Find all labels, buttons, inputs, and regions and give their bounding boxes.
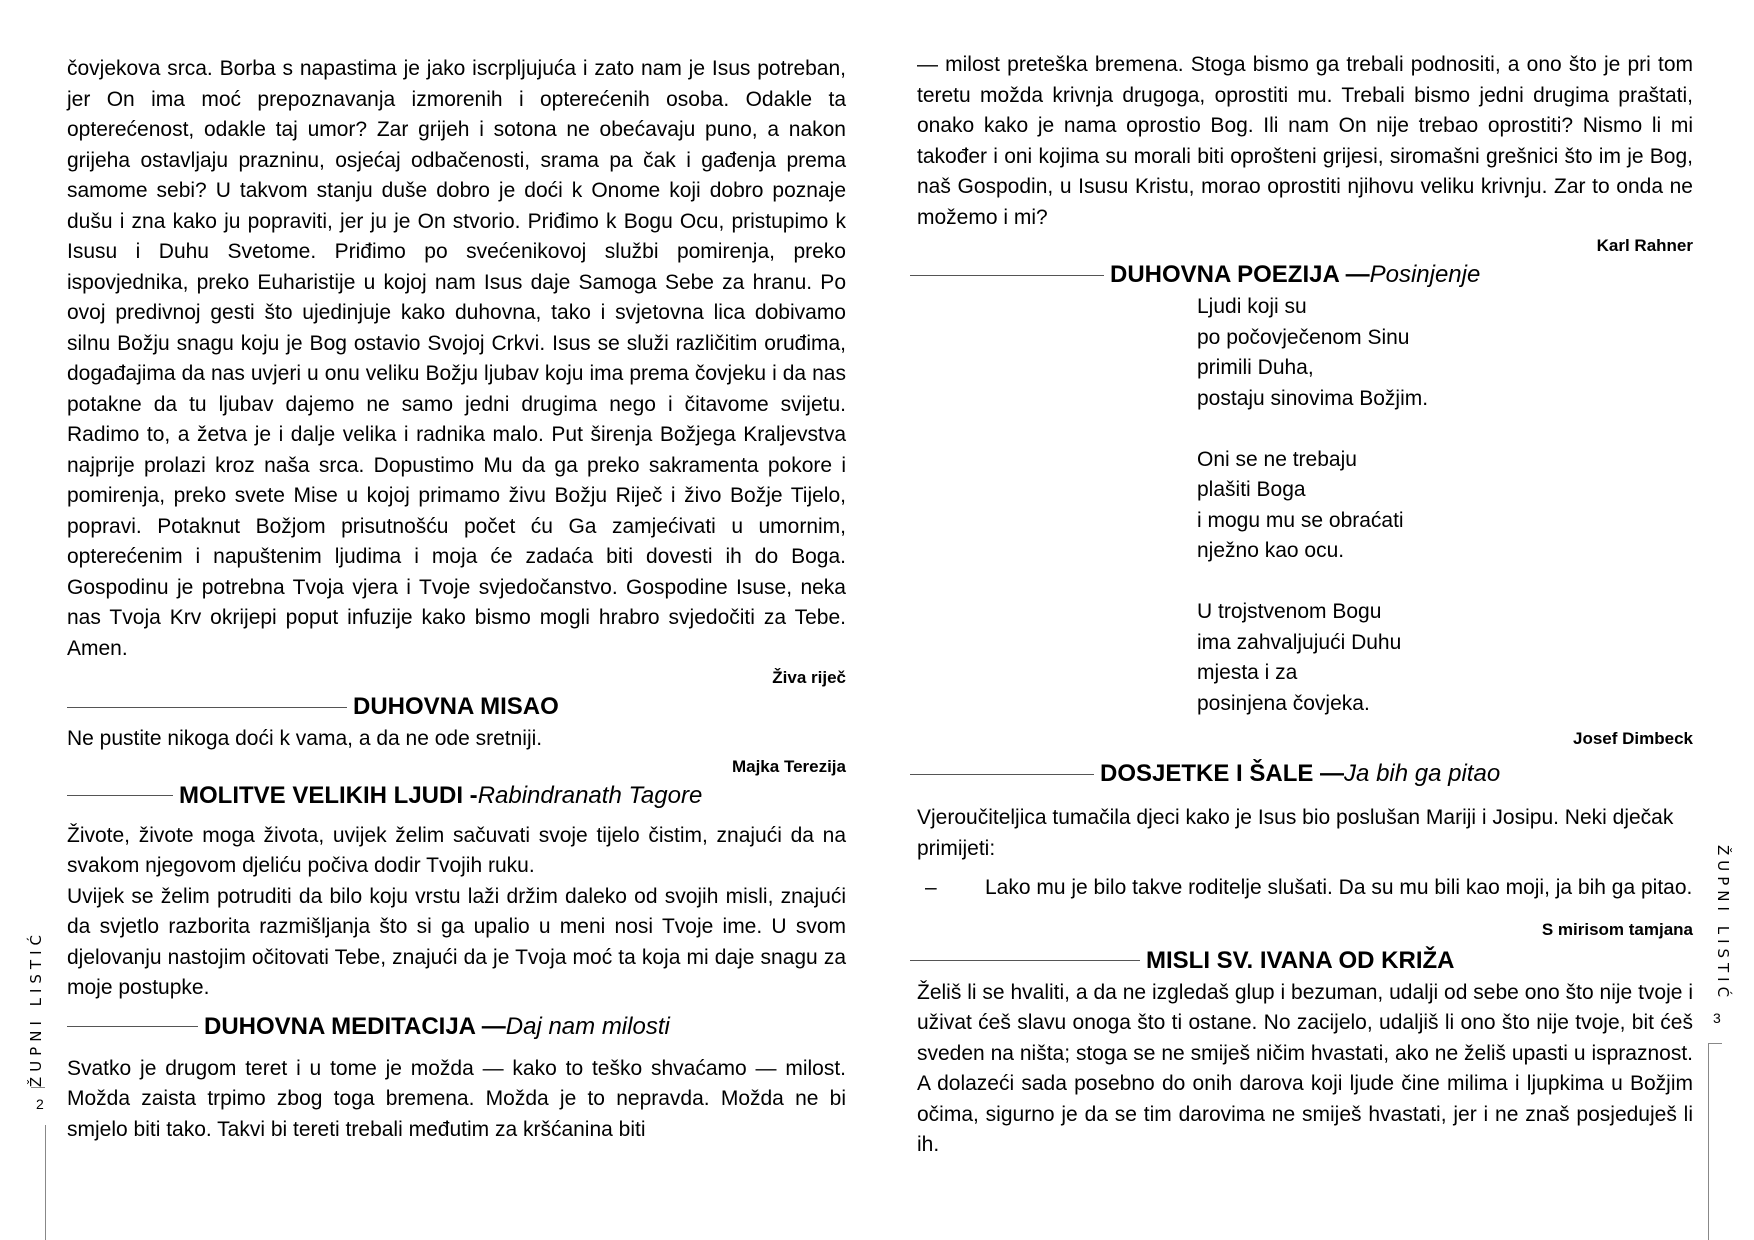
heading-subtitle: Daj nam milosti [505, 1012, 670, 1040]
poem [1197, 292, 1693, 719]
page-number-right: 3 [1713, 1010, 1721, 1026]
molitve-paragraph-1: Živote, živote moga života, uvijek želim sačuvati svoje tijelo čistim, znajući da na svakom njegovom djeliću počiva dodir Tvojih ruku. [67, 823, 846, 877]
poem-line: mjesta i za [1197, 661, 1298, 684]
heading-title: MISLI SV. IVANA OD KRIŽA [1146, 946, 1455, 974]
right-column [917, 50, 1693, 1161]
meditacija-text: Svatko je drugom teret i u tome je možda — kako to teško shvaćamo — milost. Možda zaista trpimo zbog toga bremena. Možda je to nepravda. Možda ne bi smjelo biti tako. Takvi bi tereti trebali međutim za kršćanina biti [67, 1056, 846, 1141]
heading-subtitle: Rabindranath Tagore [477, 781, 703, 809]
poem-line: posinjena čovjeka. [1197, 691, 1370, 715]
poem-stanza-break [1197, 567, 1693, 598]
heading-title: DOSJETKE I ŠALE — [1100, 760, 1345, 787]
poem-line: primili Duha, [1197, 356, 1314, 379]
margin-line-right [1708, 1043, 1709, 1240]
side-label-left: ŽUPNI LISTIĆ [27, 930, 45, 1088]
margin-tick-left [31, 1087, 45, 1088]
section-heading-molitve [67, 779, 846, 813]
dosjetke-reply: Lako mu je bilo takve roditelje slušati. Da su mu bili kao moji, ja bih ga pitao. [985, 876, 1693, 899]
poem-line: postaju sinovima Božjim. [1197, 386, 1429, 410]
poezija-source: Josef Dimbeck [1573, 729, 1693, 748]
poem-line: po počovječenom Sinu [1197, 325, 1410, 349]
heading-rule [67, 1026, 198, 1027]
poem-line: ima zahvaljujući Duhu [1197, 630, 1402, 654]
meditacija-continued: — milost preteška bremena. Stoga bismo ga trebali podnositi, a ono što je pri tom teretu možda krivnja drugoga, oprostiti mu. Trebali bismo jedni drugima praštati, onako kako je nama oprostio Bog. Ili nam On nije trebao oprostiti? Nismo li mi također i oni kojima su morali biti oprošteni grijesi, siromašni grešnici što im je Bog, naš Gospodin, u Isusu Kristu, morao oprostiti njihovu veliku krivnju. Zar to onda ne možemo i mi? [917, 53, 1693, 229]
poem-line: nježno kao ocu. [1197, 539, 1345, 562]
poem-stanza-break [1197, 414, 1693, 445]
misao-text: Ne pustite nikoga doći k vama, a da ne ode sretniji. [67, 727, 543, 750]
section-heading-misao [67, 690, 846, 724]
dosjetke-source: S mirisom tamjana [1541, 919, 1693, 939]
section-heading-meditacija [67, 1010, 846, 1044]
section-heading-misli [910, 944, 1693, 978]
poem-line: i mogu mu se obraćati [1197, 508, 1404, 532]
side-label-right: ŽUPNI LISTIĆ [1714, 845, 1732, 1003]
page-number-left: 2 [36, 1096, 44, 1112]
heading-title: DUHOVNA MEDITACIJA — [204, 1012, 506, 1040]
intro-paragraph: čovjekova srca. Borba s napastima je jako iscrpljujuća i zato nam je Isus potreban, jer On ima moć prepoznavanja izmorenih i opterećenih osoba. Odakle ta opterećenost, odakle taj umor? Zar grijeh i sotona ne obećavaju puno, a nakon grijeha ostavljaju prazninu, osjećaj odbačenosti, srama pa čak i gađenja prema samome sebi? U takvom stanju duše dobro je doći k Onome koji dobro poznaje dušu i zna kako ju popraviti, jer ju je On stvorio. Priđimo k Bogu Ocu, pristupimo k Isusu i Duhu Svetome. Priđimo po svećenikovoj službi pomirenja, preko ispovjednika, preko Euharistije u kojoj nam Isus daje Samoga Sebe za hranu. Po ovoj predivnoj gesti što ujedinjuje kako duhovna, tako i svjetovna lica dobivamo silnu Božju snagu koju je Bog ostavio Svojoj Crkvi. Isus se služi različitim oruđima, događajima da nas uvjeri u onu veliku Božju ljubav koju ima prema čovjeku i da nas potakne da tu ljubav dajemo ne samo jedni drugima nego i čitavome svijetu. Radimo to, a žetva je i dalje velika i radnika malo. Put širenja Božjega Kraljevstva najprije prolazi kroz naša srca. Dopustimo Mu da ga preko sakramenta pokore i pomirenja, preko svete Mise u kojoj primamo živu Božju Riječ i živo Božje Tijelo, popravi. Potaknut Božjom prisutnošću počet ću Ga zamjećivati u umornim, opterećenim i napuštenim ljudima i moja će zadaća biti dovesti ih do Boga. Gospodinu je potrebna Tvoja vjera i Tvoje svjedočanstvo. Gospodine Isuse, neka nas Tvoja Krv okrijepi poput infuzije kako bismo mogli hrabro svjedočiti za Tebe. Amen. [67, 57, 846, 660]
heading-rule [67, 795, 173, 796]
heading-title: DUHOVNA MISAO [353, 693, 559, 720]
heading-rule [910, 275, 1104, 276]
poem-line: Ljudi koji su [1197, 295, 1307, 318]
molitve-paragraph-2: Uvijek se želim potruditi da bilo koju vrstu laži držim daleko od svojih misli, znajući da svjetlo razborita razmišljanja što si ga upalio u meni nosi Tvoje ime. U svom djelovanju nastojim očitovati Tebe, znajući da je Tvoja moć ta koja mi daje snagu za moje postupke. [67, 884, 846, 999]
poem-line: U trojstvenom Bogu [1197, 600, 1382, 623]
heading-title: DUHOVNA POEZIJA — [1110, 261, 1370, 288]
section-heading-poezija [910, 258, 1693, 292]
heading-rule [910, 774, 1094, 775]
misao-source: Majka Terezija [731, 756, 846, 776]
poem-line: plašiti Boga [1197, 478, 1306, 501]
section-heading-dosjetke [910, 757, 1693, 791]
dash-marker: – [925, 876, 937, 899]
margin-tick-right [1708, 1043, 1722, 1044]
heading-subtitle: Ja bih ga pitao [1344, 760, 1501, 787]
heading-title: MOLITVE VELIKIH LJUDI - [179, 781, 478, 809]
misli-text: Želiš li se hvaliti, a da ne izgledaš glup i bezuman, udalji od sebe ono što nije tvoje i uživat ćeš slavu onoga što ti ostane. No zacijelo, udaljiš li ono što nije tvoje, bit ćeš sveden na ništa; stoga se ne smiješ ničim hvastati, ako ne želiš upasti u ispraznost. A dolazeći sada posebno do onih darova koji ljude čine milima i ljupkima u Božjim očima, sigurno je da se tim darovima ne smiješ hvastati, jer i ne znaš posjeduješ li ih. [917, 980, 1693, 1156]
meditacija-source: Karl Rahner [1596, 236, 1693, 255]
heading-rule [67, 707, 347, 708]
heading-subtitle: Posinjenje [1369, 261, 1481, 288]
heading-rule [910, 960, 1140, 961]
dosjetke-reply-item [917, 873, 1693, 904]
dosjetke-text: Vjeroučiteljica tumačila djeci kako je Isus bio poslušan Mariji i Josipu. Neki dječak primijeti: [917, 806, 1674, 860]
intro-source: Živa riječ [772, 668, 846, 687]
poem-line: Oni se ne trebaju [1197, 447, 1357, 471]
margin-line-left [45, 1125, 46, 1240]
left-column [67, 54, 846, 1145]
